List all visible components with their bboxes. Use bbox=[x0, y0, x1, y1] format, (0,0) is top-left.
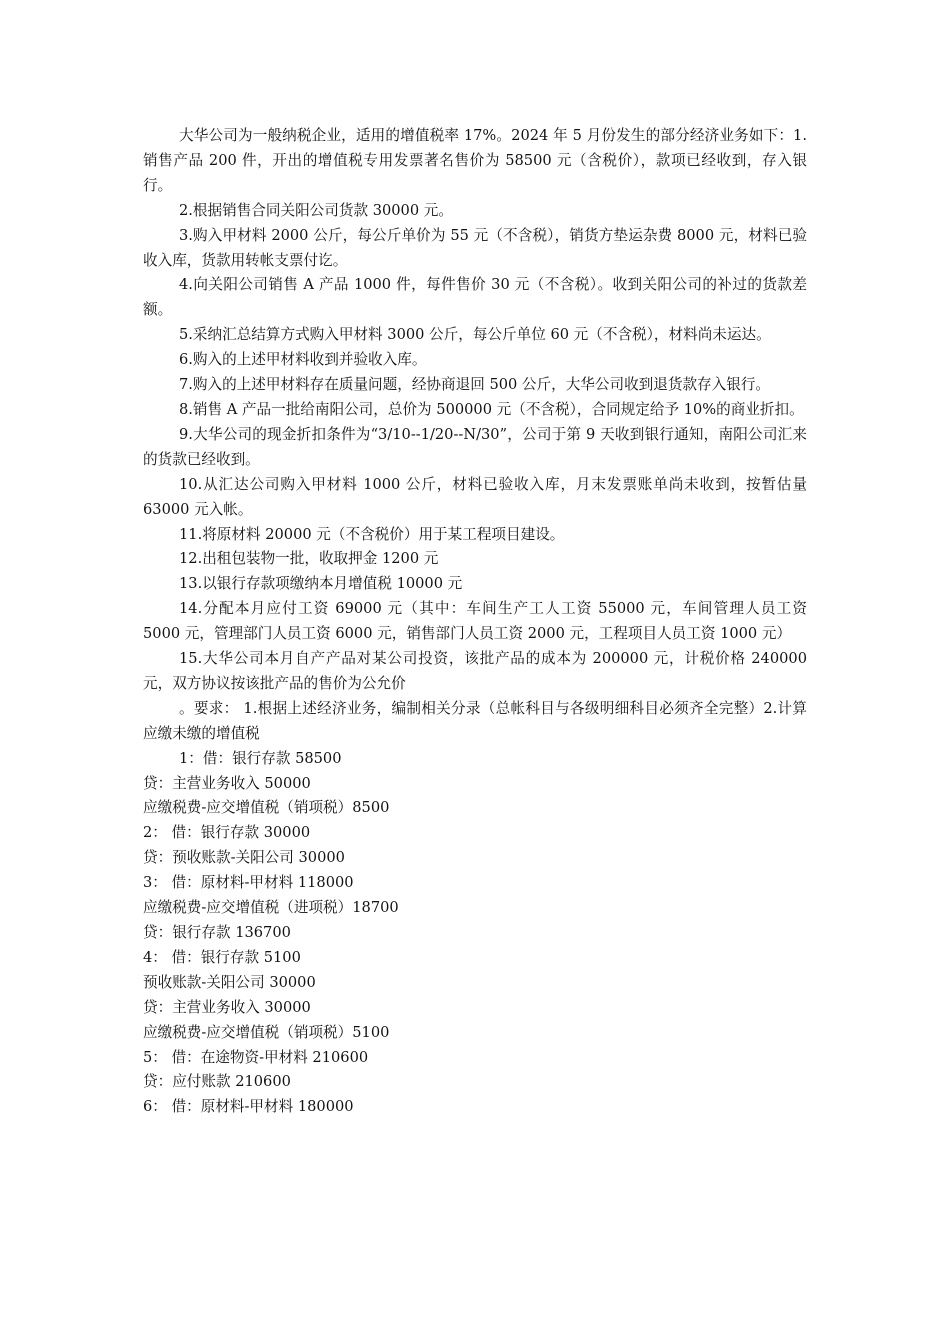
business-item-3: 3.购入甲材料 2000 公斤，每公斤单价为 55 元（不含税），销货方垫运杂费 8000 元，材料已验收入库，货款用转帐支票付讫。 bbox=[143, 226, 807, 269]
answer-line: 应缴税费-应交增值税（销项税）8500 bbox=[143, 799, 390, 817]
answer-line: 6： 借：原材料-甲材料 180000 bbox=[143, 1098, 354, 1116]
business-item-13: 13.以银行存款项缴纳本月增值税 10000 元 bbox=[179, 575, 463, 593]
business-item-5: 5.采纳汇总结算方式购入甲材料 3000 公斤，每公斤单位 60 元（不含税），材料尚未运达。 bbox=[179, 326, 771, 344]
answer-line: 贷：银行存款 136700 bbox=[143, 924, 291, 941]
business-item-11: 11.将原材料 20000 元（不含税价）用于某工程项目建设。 bbox=[179, 525, 565, 543]
requirements-paragraph: 。要求： 1.根据上述经济业务，编制相关分录（总帐科目与各级明细科目必须齐全完整）2.计算应缴未缴的增值税 bbox=[143, 699, 807, 742]
business-item-10: 10.从汇达公司购入甲材料 1000 公斤，材料已验收入库，月末发票账单尚未收到，按暂估量 63000 元入帐。 bbox=[143, 475, 807, 518]
business-item-15: 15.大华公司本月自产产品对某公司投资，该批产品的成本为 200000 元，计税价格 240000 元，双方协议按该批产品的售价为公允价 bbox=[143, 650, 807, 692]
business-item-4: 4.向关阳公司销售 A 产品 1000 件，每件售价 30 元（不含税）。收到关阳公司的补过的货款差额。 bbox=[143, 276, 807, 319]
business-item-14: 14.分配本月应付工资 69000 元（其中：车间生产工人工资 55000 元，车间管理人员工资 5000 元，管理部门人员工资 6000 元，销售部门人员工资 2000 元，工程项目人员工资 1000 元） bbox=[143, 600, 807, 643]
business-item-6: 6.购入的上述甲材料收到并验收入库。 bbox=[179, 351, 427, 369]
business-item-7: 7.购入的上述甲材料存在质量问题，经协商退回 500 公斤，大华公司收到退货款存入银行。 bbox=[179, 376, 771, 394]
business-item-8: 8.销售 A 产品一批给南阳公司，总价为 500000 元（不含税），合同规定给予 10%的商业折扣。 bbox=[179, 400, 804, 418]
intro-paragraph: 大华公司为一般纳税企业，适用的增值税率 17%。2024 年 5 月份发生的部分经济业务如下：1.销售产品 200 件，开出的增值税专用发票著名售价为 58500 元（含税价），款项已经收到，存入银行。 bbox=[143, 127, 807, 194]
answer-line: 5： 借：在途物资-甲材料 210600 bbox=[143, 1048, 369, 1066]
answer-line: 2： 借：银行存款 30000 bbox=[143, 824, 311, 842]
business-item-2: 2.根据销售合同关阳公司货款 30000 元。 bbox=[179, 201, 453, 219]
business-item-12: 12.出租包装物一批，收取押金 1200 元 bbox=[179, 550, 439, 568]
document-body bbox=[143, 124, 807, 1120]
answer-line: 1：借：银行存款 58500 bbox=[179, 749, 342, 767]
answer-line: 应缴税费-应交增值税（进项税）18700 bbox=[143, 899, 399, 917]
answer-line: 3： 借：原材料-甲材料 118000 bbox=[143, 874, 354, 892]
answer-line: 贷：主营业务收入 30000 bbox=[143, 998, 311, 1016]
answer-line: 贷：应付账款 210600 bbox=[143, 1073, 291, 1091]
answer-line: 4： 借：银行存款 5100 bbox=[143, 948, 301, 966]
business-item-9: 9.大华公司的现金折扣条件为“3/10--1/20--N/30”，公司于第 9 天收到银行通知，南阳公司汇来的货款已经收到。 bbox=[143, 425, 807, 468]
answer-line: 预收账款-关阳公司 30000 bbox=[143, 973, 316, 991]
answer-line: 贷：预收账款-关阳公司 30000 bbox=[143, 849, 345, 867]
answer-line: 贷：主营业务收入 50000 bbox=[143, 774, 311, 792]
answer-line: 应缴税费-应交增值税（销项税）5100 bbox=[143, 1023, 390, 1041]
